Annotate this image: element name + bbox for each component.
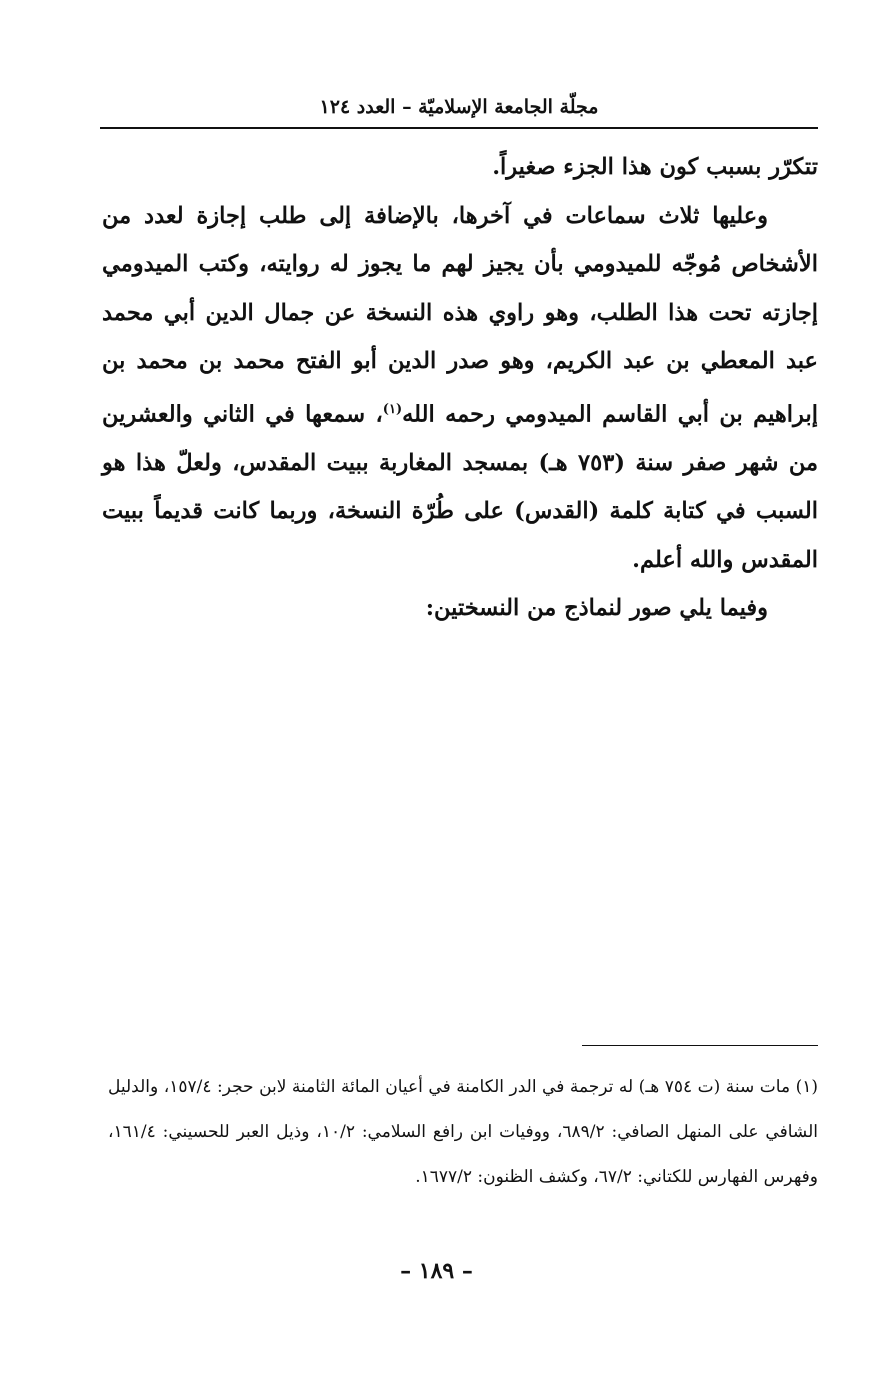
paragraph-1: تتكرّر بسبب كون هذا الجزء صغيراً. — [492, 154, 818, 180]
header-divider — [100, 127, 818, 129]
footnote-1: (١) مات سنة (ت ٧٥٤ هـ) له ترجمة في الدر الكامنة في أعيان المائة الثامنة لابن حجر: ١٥٧/٤، والدليل الشافي على المنهل الصافي: ٦٨٩/٢، ووفيات ابن رافع السلامي: ١٠/٢، وذيل العبر للحسيني: ١٦١/٤، وفهرس الفهارس للكتاني: ٦٧/٢، وكشف الظنون: ١٦٧٧/٢. — [108, 1077, 818, 1187]
paragraph-3: وفيما يلي صور لنماذج من النسختين: — [425, 595, 768, 621]
paragraph-2 — [102, 192, 818, 585]
footnotes — [108, 1065, 818, 1200]
page-number: – ١٨٩ – — [400, 1258, 473, 1284]
footnote-divider — [582, 1045, 818, 1046]
running-header: مجلّة الجامعة الإسلاميّة – العدد ١٢٤ — [319, 96, 599, 118]
main-text — [102, 143, 818, 633]
paragraph-2-continued: ، سمعها في الثاني والعشرين من شهر صفر سنة (٧٥٣ هـ) بمسجد المغاربة ببيت المقدس، ولعلّ هذا هو السبب في كتابة كلمة (القدس) على طُرّة النسخة، وربما كانت قديماً ببيت المقدس والله أعلم. — [102, 401, 819, 573]
footnote-reference[interactable]: (١) — [382, 401, 403, 417]
paragraph-2-text: وعليها ثلاث سماعات في آخرها، بالإضافة إلى طلب إجازة لعدد من الأشخاص مُوجّه للميدومي بأن يجيز لهم ما يجوز له روايته، وكتب الميدومي إجازته تحت هذا الطلب، وهو راوي هذه النسخة عن جمال الدين أبي محمد عبد المعطي بن عبد الكريم، وهو صدر الدين أبو الفتح محمد بن محمد بن إبراهيم بن أبي القاسم الميدومي رحمه الله — [102, 202, 818, 427]
